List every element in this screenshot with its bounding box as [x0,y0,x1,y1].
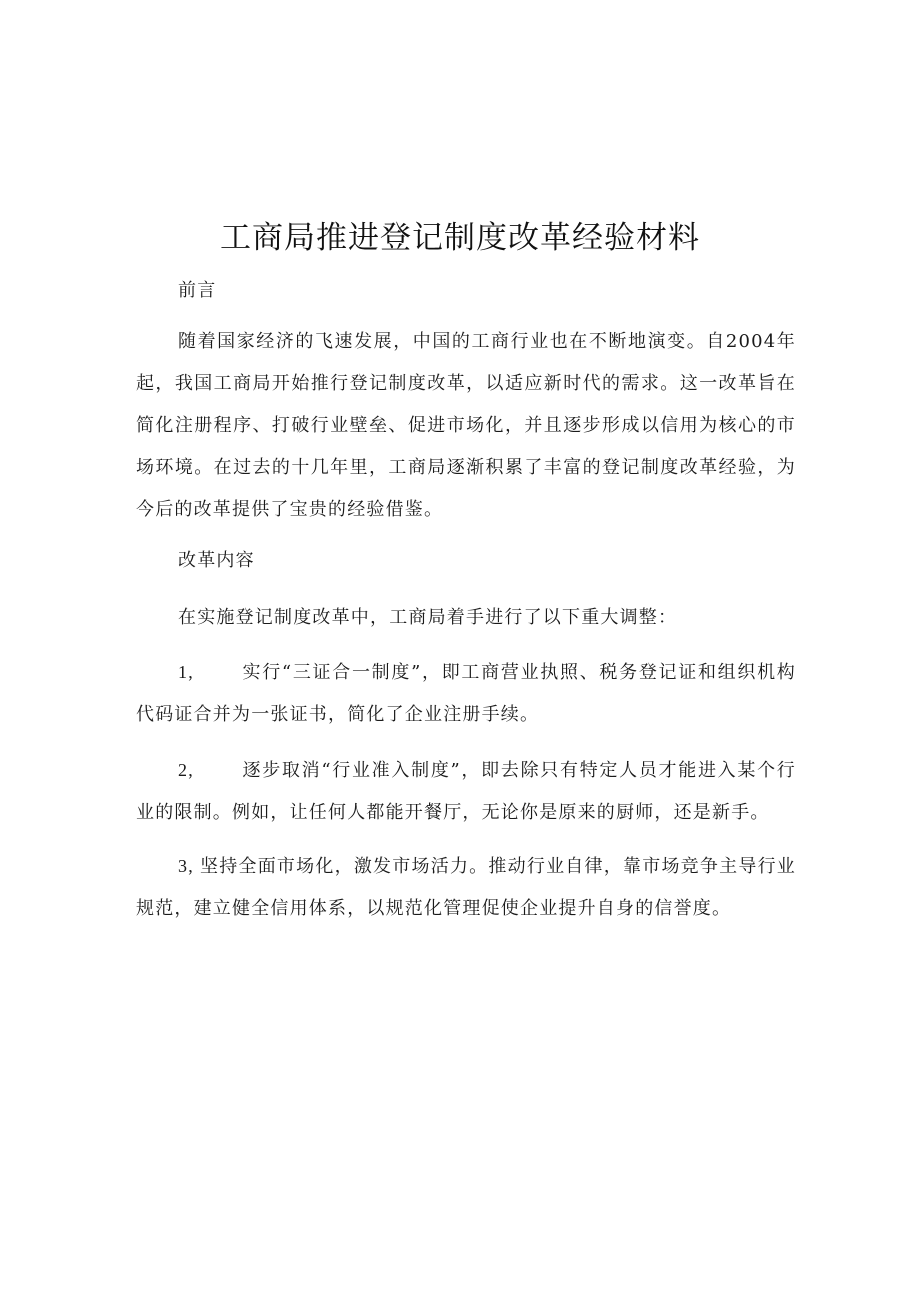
reform-item-1 [136,651,796,736]
reform-heading: 改革内容 [178,550,255,571]
reform-item-text: 坚持全面市场化，激发市场活力。推动行业自律，靠市场竞争主导行业规范，建立健全信用体系，以规范化管理促使企业提升自身的信誉度。 [136,856,796,919]
reform-item-text: 实行“三证合一制度”，即工商营业执照、税务登记证和组织机构代码证合并为一张证书，简化了企业注册手续。 [136,662,796,725]
reform-item-number: 2, [178,760,194,780]
preface-heading: 前言 [178,280,217,301]
reform-item-number: 3, [178,856,194,876]
reform-item-number: 1, [178,662,194,682]
reform-item-text: 逐步取消“行业准入制度”，即去除只有特定人员才能进入某个行业的限制。例如，让任何人都能开餐厅，无论你是原来的厨师，还是新手。 [136,760,796,823]
document-title: 工商局推进登记制度改革经验材料 [220,220,700,256]
preface-paragraph: 随着国家经济的飞速发展，中国的工商行业也在不断地演变。自2004年起，我国工商局开始推行登记制度改革，以适应新时代的需求。这一改革旨在简化注册程序、打破行业壁垒、促进市场化，并且逐步形成以信用为核心的市场环境。在过去的十几年里，工商局逐渐积累了丰富的登记制度改革经验，为今后的改革提供了宝贵的经验借鉴。 [136,331,796,520]
reform-intro: 在实施登记制度改革中，工商局着手进行了以下重大调整： [178,607,678,628]
reform-item-2 [136,749,796,834]
reform-item-3 [136,845,796,930]
